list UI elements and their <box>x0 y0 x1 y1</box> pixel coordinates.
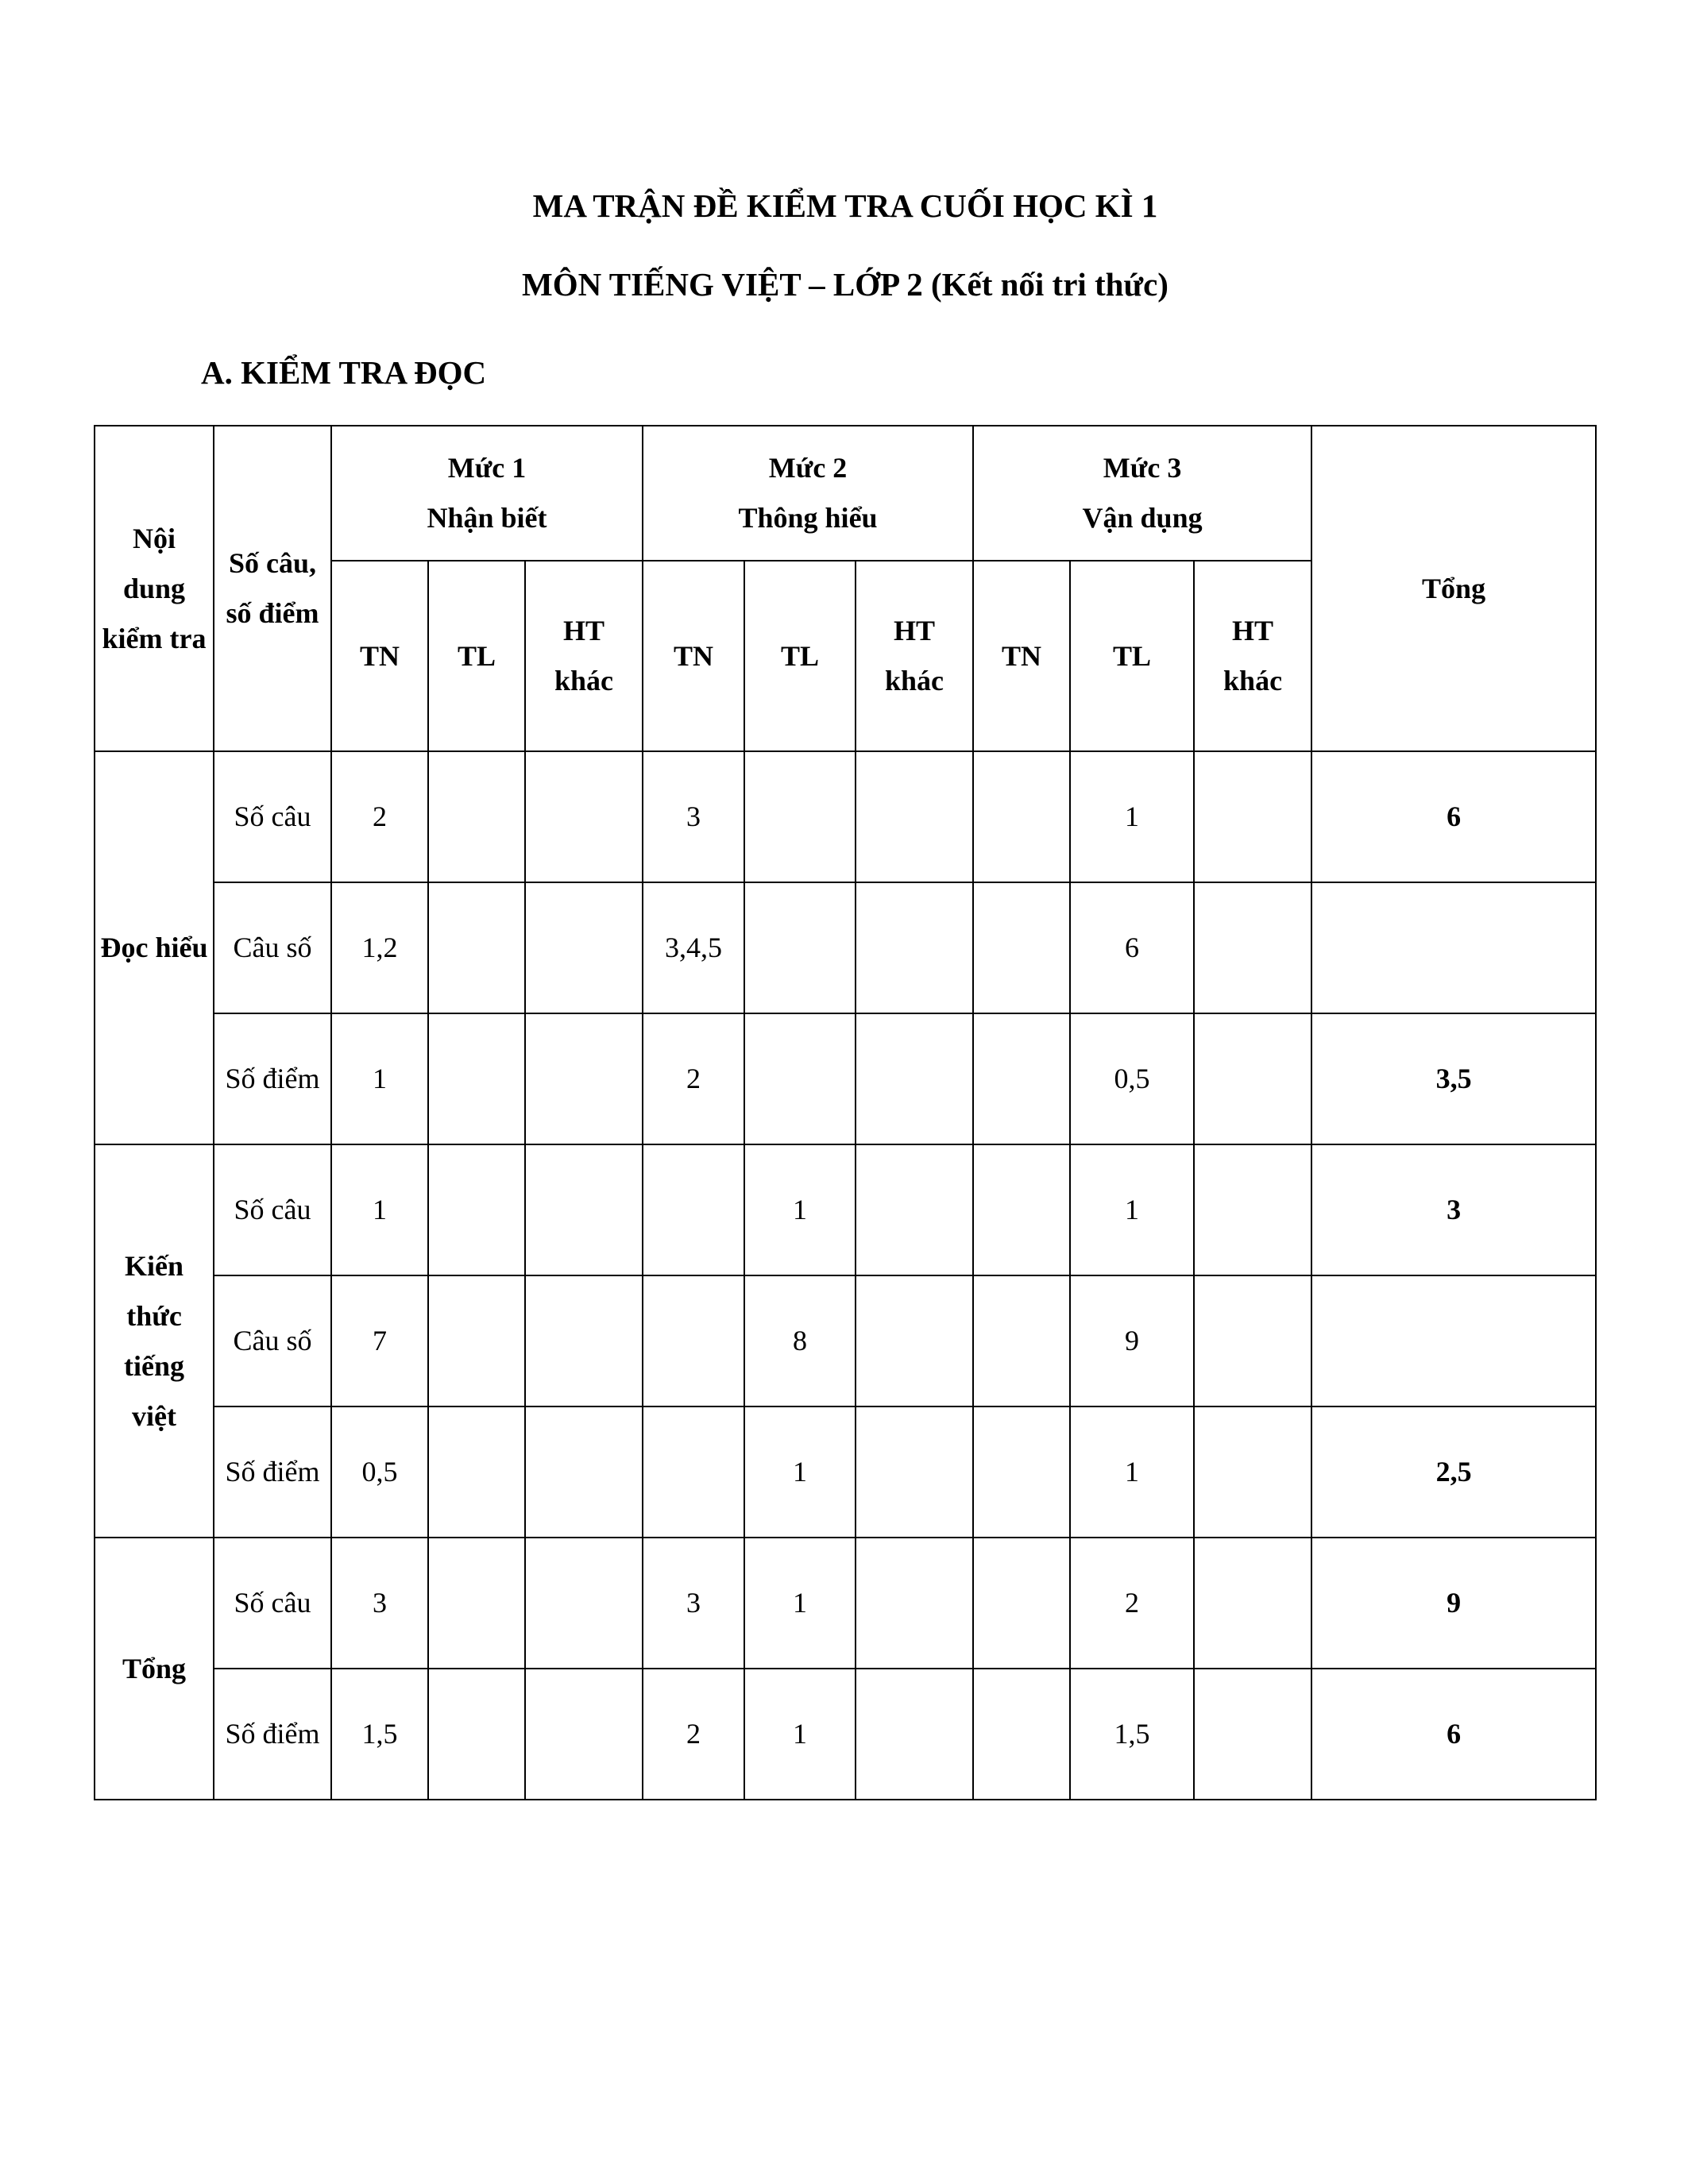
data-cell: 1,5 <box>1070 1669 1194 1800</box>
document-titles <box>94 187 1597 304</box>
table-row <box>95 1144 1596 1275</box>
data-cell: 6 <box>1070 882 1194 1013</box>
data-cell <box>525 1669 643 1800</box>
data-cell <box>525 1013 643 1144</box>
data-cell <box>525 882 643 1013</box>
row-label: Câu số <box>214 1275 331 1406</box>
subheader-ht-khac: HT khác <box>1194 561 1311 751</box>
data-cell: 1,2 <box>331 882 428 1013</box>
data-cell: 9 <box>1070 1275 1194 1406</box>
group-label: Kiến thức tiếng việt <box>95 1144 214 1538</box>
data-cell: 1 <box>1070 751 1194 882</box>
data-cell <box>856 1406 973 1538</box>
total-cell: 6 <box>1311 751 1596 882</box>
table-row <box>95 1275 1596 1406</box>
data-cell <box>1194 1275 1311 1406</box>
table-row <box>95 1406 1596 1538</box>
data-cell <box>856 1013 973 1144</box>
data-cell <box>525 1144 643 1275</box>
header-row-levels <box>95 426 1596 561</box>
row-label: Số điểm <box>214 1406 331 1538</box>
data-cell <box>428 1013 525 1144</box>
total-cell: 6 <box>1311 1669 1596 1800</box>
subheader-tn: TN <box>331 561 428 751</box>
title-line-2: MÔN TIẾNG VIỆT – LỚP 2 (Kết nối tri thức) <box>522 266 1168 303</box>
data-cell <box>428 751 525 882</box>
header-level-3 <box>973 426 1311 561</box>
level-desc: Nhận biết <box>427 502 547 534</box>
data-cell <box>1194 1144 1311 1275</box>
data-cell <box>428 1669 525 1800</box>
subheader-ht-khac: HT khác <box>856 561 973 751</box>
data-cell: 3 <box>331 1538 428 1669</box>
header-level-2 <box>643 426 973 561</box>
group-label: Đọc hiểu <box>95 751 214 1144</box>
subheader-tl: TL <box>428 561 525 751</box>
row-label: Số điểm <box>214 1013 331 1144</box>
table-row <box>95 1013 1596 1144</box>
data-cell <box>643 1406 744 1538</box>
row-label: Số điểm <box>214 1669 331 1800</box>
data-cell <box>856 1538 973 1669</box>
level-desc: Vận dụng <box>1082 502 1203 534</box>
table-row <box>95 751 1596 882</box>
level-desc: Thông hiểu <box>738 502 878 534</box>
data-cell: 0,5 <box>1070 1013 1194 1144</box>
data-cell <box>428 1538 525 1669</box>
total-cell: 3 <box>1311 1144 1596 1275</box>
data-cell <box>973 1144 1070 1275</box>
data-cell <box>643 1144 744 1275</box>
data-cell <box>1194 1406 1311 1538</box>
data-cell: 2 <box>1070 1538 1194 1669</box>
data-cell: 1 <box>744 1538 856 1669</box>
data-cell: 2 <box>643 1013 744 1144</box>
header-level-1 <box>331 426 643 561</box>
table-row <box>95 882 1596 1013</box>
title-line-1: MA TRẬN ĐỀ KIỂM TRA CUỐI HỌC KÌ 1 <box>532 187 1158 224</box>
data-cell: 1 <box>1070 1144 1194 1275</box>
total-cell <box>1311 1275 1596 1406</box>
data-cell <box>973 1275 1070 1406</box>
header-count-col: Số câu, số điểm <box>214 426 331 751</box>
data-cell <box>428 882 525 1013</box>
data-cell <box>856 751 973 882</box>
data-cell: 1 <box>1070 1406 1194 1538</box>
data-cell <box>973 1538 1070 1669</box>
data-cell: 3 <box>643 751 744 882</box>
level-name: Mức 3 <box>1103 452 1182 484</box>
data-cell <box>856 1275 973 1406</box>
subheader-tn: TN <box>643 561 744 751</box>
total-cell: 9 <box>1311 1538 1596 1669</box>
table-row <box>95 1538 1596 1669</box>
data-cell <box>744 751 856 882</box>
data-cell <box>973 1013 1070 1144</box>
header-content-col: Nội dung kiểm tra <box>95 426 214 751</box>
data-cell: 2 <box>643 1669 744 1800</box>
total-cell <box>1311 882 1596 1013</box>
data-cell <box>428 1275 525 1406</box>
level-name: Mức 2 <box>768 452 848 484</box>
data-cell: 1 <box>744 1406 856 1538</box>
data-cell <box>856 1144 973 1275</box>
data-cell <box>1194 882 1311 1013</box>
data-cell <box>973 751 1070 882</box>
data-cell <box>973 1406 1070 1538</box>
data-cell: 1 <box>744 1669 856 1800</box>
data-cell <box>856 882 973 1013</box>
header-total-col: Tổng <box>1311 426 1596 751</box>
data-cell <box>1194 751 1311 882</box>
row-label: Câu số <box>214 882 331 1013</box>
data-cell <box>428 1406 525 1538</box>
data-cell: 1 <box>331 1013 428 1144</box>
table-body <box>95 751 1596 1800</box>
subheader-ht-khac: HT khác <box>525 561 643 751</box>
data-cell <box>643 1275 744 1406</box>
data-cell <box>744 1013 856 1144</box>
row-label: Số câu <box>214 751 331 882</box>
data-cell: 0,5 <box>331 1406 428 1538</box>
data-cell: 7 <box>331 1275 428 1406</box>
data-cell <box>525 751 643 882</box>
subheader-tl: TL <box>1070 561 1194 751</box>
data-cell: 2 <box>331 751 428 882</box>
data-cell <box>525 1406 643 1538</box>
data-cell <box>1194 1013 1311 1144</box>
row-label: Số câu <box>214 1538 331 1669</box>
exam-matrix-table <box>94 425 1597 1800</box>
data-cell: 1 <box>331 1144 428 1275</box>
data-cell <box>973 1669 1070 1800</box>
data-cell: 3 <box>643 1538 744 1669</box>
subheader-tn: TN <box>973 561 1070 751</box>
data-cell: 1,5 <box>331 1669 428 1800</box>
data-cell <box>1194 1669 1311 1800</box>
data-cell <box>744 882 856 1013</box>
section-heading: A. KIỂM TRA ĐỌC <box>201 354 487 392</box>
data-cell: 3,4,5 <box>643 882 744 1013</box>
subheader-tl: TL <box>744 561 856 751</box>
data-cell <box>1194 1538 1311 1669</box>
total-cell: 3,5 <box>1311 1013 1596 1144</box>
row-label: Số câu <box>214 1144 331 1275</box>
data-cell <box>525 1538 643 1669</box>
data-cell: 8 <box>744 1275 856 1406</box>
table-row <box>95 1669 1596 1800</box>
data-cell <box>428 1144 525 1275</box>
level-name: Mức 1 <box>447 452 527 484</box>
data-cell <box>856 1669 973 1800</box>
data-cell: 1 <box>744 1144 856 1275</box>
group-label: Tổng <box>95 1538 214 1800</box>
data-cell <box>525 1275 643 1406</box>
data-cell <box>973 882 1070 1013</box>
table-header <box>95 426 1596 751</box>
total-cell: 2,5 <box>1311 1406 1596 1538</box>
